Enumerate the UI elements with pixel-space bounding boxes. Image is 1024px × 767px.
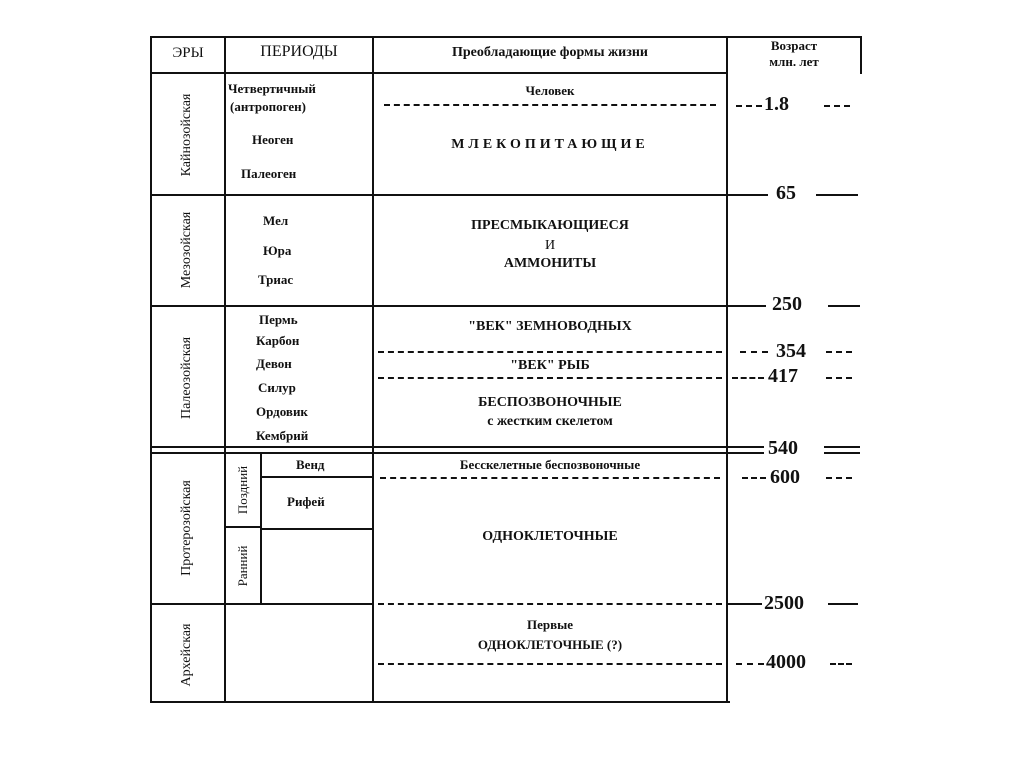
life-soft-invert: Бесскелетные беспозвоночные xyxy=(459,457,641,472)
boundary-mesozoic-paleozoic xyxy=(150,305,728,307)
era-archean: Архейская xyxy=(179,623,194,687)
life-human: Человек xyxy=(525,83,575,98)
age-6-line-right xyxy=(824,446,860,448)
age-9-dash-left xyxy=(736,663,764,665)
period-silurian: Силур xyxy=(258,380,296,395)
age-7: 600 xyxy=(770,466,800,488)
dash-soft-invert xyxy=(380,477,720,479)
dash-amphibians xyxy=(378,351,722,353)
period-paleogene: Палеоген xyxy=(241,166,297,181)
age-5-dash-left xyxy=(732,377,764,379)
age-3-line-left xyxy=(728,305,766,307)
life-invert-1: БЕСПОЗВОНОЧНЫЕ xyxy=(478,395,622,410)
late-early-divider xyxy=(224,526,262,528)
proterozoic-late: Поздний xyxy=(235,465,250,515)
life-reptiles-2: И xyxy=(544,238,556,253)
age-1-dash-left xyxy=(736,105,762,107)
period-ordovician: Ордовик xyxy=(256,404,308,419)
riphean-bottom-line xyxy=(262,528,374,530)
age-9: 4000 xyxy=(766,651,806,673)
age-1: 1.8 xyxy=(764,93,789,115)
age-5: 417 xyxy=(768,365,798,387)
life-first-1: Первые xyxy=(526,617,574,632)
age-8-line-left xyxy=(728,603,762,605)
era-proterozoic: Протерозойская xyxy=(179,480,194,576)
period-carboniferous: Карбон xyxy=(256,333,300,348)
age-6-line-left-b xyxy=(728,452,764,454)
life-reptiles-3: АММОНИТЫ xyxy=(503,256,597,271)
dash-first xyxy=(378,663,722,665)
header-life: Преобладающие формы жизни xyxy=(452,45,648,60)
age-2-line-right xyxy=(816,194,858,196)
age-4: 354 xyxy=(776,340,806,362)
boundary-paleozoic-proterozoic-b xyxy=(150,452,728,454)
dash-unicellular xyxy=(378,603,722,605)
age-1-dash-right xyxy=(824,105,850,107)
age-4-dash-left xyxy=(740,351,768,353)
life-amphibians: "ВЕК" ЗЕМНОВОДНЫХ xyxy=(468,319,632,334)
header-age-1: Возраст xyxy=(770,38,818,53)
boundary-paleozoic-proterozoic-a xyxy=(150,446,728,448)
vendian-riphean-divider xyxy=(262,476,374,478)
period-quaternary-2: (антропоген) xyxy=(230,99,306,114)
period-quaternary-1: Четвертичный xyxy=(228,81,316,96)
age-2: 65 xyxy=(776,182,796,204)
age-5-dash-right xyxy=(826,377,852,379)
era-cenozoic: Кайнозойская xyxy=(179,93,194,177)
life-first-2: ОДНОКЛЕТОЧНЫЕ (?) xyxy=(477,637,623,652)
period-permian: Пермь xyxy=(259,312,298,327)
life-unicellular: ОДНОКЛЕТОЧНЫЕ xyxy=(482,529,618,544)
age-6-line-left xyxy=(728,446,764,448)
age-8: 2500 xyxy=(764,592,804,614)
period-cambrian: Кембрий xyxy=(256,428,309,443)
proterozoic-early: Ранний xyxy=(235,545,250,587)
age-6-line-right-b xyxy=(824,452,860,454)
dash-fish xyxy=(378,377,722,379)
life-reptiles-1: ПРЕСМЫКАЮЩИЕСЯ xyxy=(471,218,629,233)
boundary-cenozoic-mesozoic xyxy=(150,194,728,196)
age-4-dash-right xyxy=(826,351,852,353)
boundary-proterozoic-archean xyxy=(150,603,374,605)
period-cretaceous: Мел xyxy=(263,213,289,228)
header-bottom-line xyxy=(150,72,726,74)
age-header-right-border xyxy=(860,36,862,74)
age-2-line-left xyxy=(728,194,768,196)
age-7-dash-right xyxy=(826,477,852,479)
age-3: 250 xyxy=(772,293,802,315)
bottom-border xyxy=(150,701,730,703)
era-paleozoic: Палеозойская xyxy=(179,336,194,420)
period-devonian: Девон xyxy=(256,356,292,371)
era-mesozoic: Мезозойская xyxy=(179,211,194,289)
header-age-2: млн. лет xyxy=(769,54,819,69)
age-7-dash-left xyxy=(742,477,766,479)
age-6: 540 xyxy=(768,437,798,459)
period-jurassic: Юра xyxy=(263,243,292,258)
life-mammals: МЛЕКОПИТАЮЩИЕ xyxy=(451,137,649,152)
life-fish: "ВЕК" РЫБ xyxy=(510,358,590,373)
period-triassic: Триас xyxy=(258,272,294,287)
header-periods: ПЕРИОДЫ xyxy=(260,43,338,60)
period-vendian: Венд xyxy=(296,457,325,472)
age-9-dash-right xyxy=(830,663,852,665)
dash-human xyxy=(384,104,716,106)
age-3-line-right xyxy=(828,305,860,307)
age-8-line-right xyxy=(828,603,858,605)
period-neogene: Неоген xyxy=(252,132,294,147)
life-invert-2: с жестким скелетом xyxy=(487,414,613,429)
header-eras: ЭРЫ xyxy=(172,45,204,61)
period-riphean: Рифей xyxy=(287,494,325,509)
